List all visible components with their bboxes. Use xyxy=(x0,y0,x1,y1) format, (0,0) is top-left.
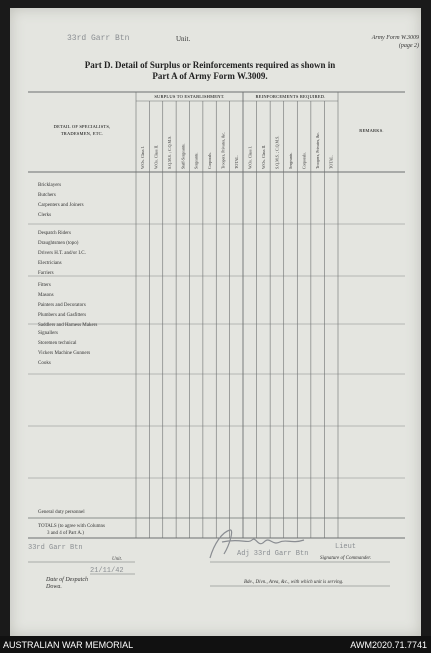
surplus-column-header: W.Os. Class I. xyxy=(140,146,146,169)
trade-label: Farriers xyxy=(38,271,54,276)
surplus-column-header: Staff-Sergeants. xyxy=(180,143,186,169)
surplus-column-header: S.Q.M.S. ; C.Q.M.S. xyxy=(166,135,172,169)
signature-rank: Adj 33rd Garr Btn xyxy=(237,550,309,558)
form-reference-line1: Army Form W.3009 xyxy=(371,35,419,41)
trade-label: Cooks xyxy=(38,361,51,366)
surplus-column-header: Troopers, Privates, &c. xyxy=(220,131,226,169)
commander-signature xyxy=(200,524,310,564)
general-duty-label: General duty personnel xyxy=(38,510,85,515)
trade-label: Bricklayers xyxy=(38,183,62,188)
despatch-date-label xyxy=(46,577,88,591)
trade-label: Plumbers and Gasfitters xyxy=(38,313,87,318)
trade-label: Saddlers and Harness Makers xyxy=(38,323,98,328)
despatch-date-label-line2: Dowa. xyxy=(46,584,62,590)
surplus-column-header: Corporals. xyxy=(207,152,213,169)
trade-label: Storemen technical xyxy=(38,341,77,346)
detail-header-line1: DETAIL OF SPECIALISTS, xyxy=(53,124,111,129)
trade-label: Draughtsmen (topo) xyxy=(38,241,79,246)
signature-title: Lieut xyxy=(335,543,357,551)
surplus-column-header: Sergeants. xyxy=(193,152,199,169)
trade-label: Signallers xyxy=(38,331,58,336)
trade-label: Butchers xyxy=(38,193,56,198)
signature-caption: Signature of Commander. xyxy=(320,556,372,561)
reinforcement-column-header: TOTAL. xyxy=(328,155,334,169)
reinforcement-column-header: Sergeants. xyxy=(288,152,293,169)
footer-unit-label: Unit. xyxy=(112,557,123,562)
trade-label: Despatch Riders xyxy=(38,231,71,236)
reinforcements-header: REINFORCEMENTS REQUIRED. xyxy=(255,94,326,99)
detail-header-line2: TRADESMEN, ETC. xyxy=(60,131,104,136)
totals-label-line1: TOTALS (to agree with Columns xyxy=(38,524,105,529)
surplus-column-header: W.Os. Class II. xyxy=(153,144,159,169)
reinforcement-column-header: W.Os. Class II. xyxy=(260,144,266,169)
title-line2: Part A of Army Form W.3009. xyxy=(152,71,268,81)
trade-label: Fitters xyxy=(38,283,51,288)
trade-label: Drivers H.T. and/or I.C. xyxy=(38,251,86,256)
title-line1: Part D. Detail of Surplus or Reinforcements required as shown in xyxy=(84,60,336,70)
reinforcement-column-header: W.Os. Class I. xyxy=(247,146,253,169)
remarks-header: REMARKS. xyxy=(359,128,384,133)
trade-label: Masons xyxy=(38,293,54,298)
unit-value: 33rd Garr Btn xyxy=(67,34,130,43)
unit-label: Unit. xyxy=(176,35,191,43)
trade-label: Clerks xyxy=(38,213,52,218)
bde-caption: Bde., Divn., Area, &c., with which unit is serving. xyxy=(244,580,344,585)
totals-label-line2: 3 and 4 of Part A.) xyxy=(47,531,84,536)
trade-label: Electricians xyxy=(38,261,62,266)
credit-bar xyxy=(0,636,431,653)
trade-label: Vickers Machine Gunners xyxy=(38,351,91,356)
reinforcement-column-header: Troopers, Privates, &c. xyxy=(315,131,321,169)
footer-unit-value: 33rd Garr Btn xyxy=(28,544,83,552)
trade-label: Painters and Decorators xyxy=(38,303,86,308)
surplus-header: SURPLUS TO ESTABLISHMENT. xyxy=(154,94,225,99)
despatch-date-label-line1: Date of Despatch xyxy=(46,577,88,583)
surplus-column-header: TOTAL. xyxy=(233,155,239,169)
despatch-date-value: 21/11/42 xyxy=(90,567,124,575)
form-reference-line2: (page 2) xyxy=(398,43,419,49)
trade-label: Carpenters and Joiners xyxy=(38,203,84,208)
reinforcement-column-header: S.Q.M.S. ; C.Q.M.S. xyxy=(274,135,280,169)
credit-right: AWM2020.71.7741 xyxy=(350,640,427,650)
credit-left: AUSTRALIAN WAR MEMORIAL xyxy=(3,640,134,650)
reinforcement-column-header: Corporals. xyxy=(301,152,307,169)
